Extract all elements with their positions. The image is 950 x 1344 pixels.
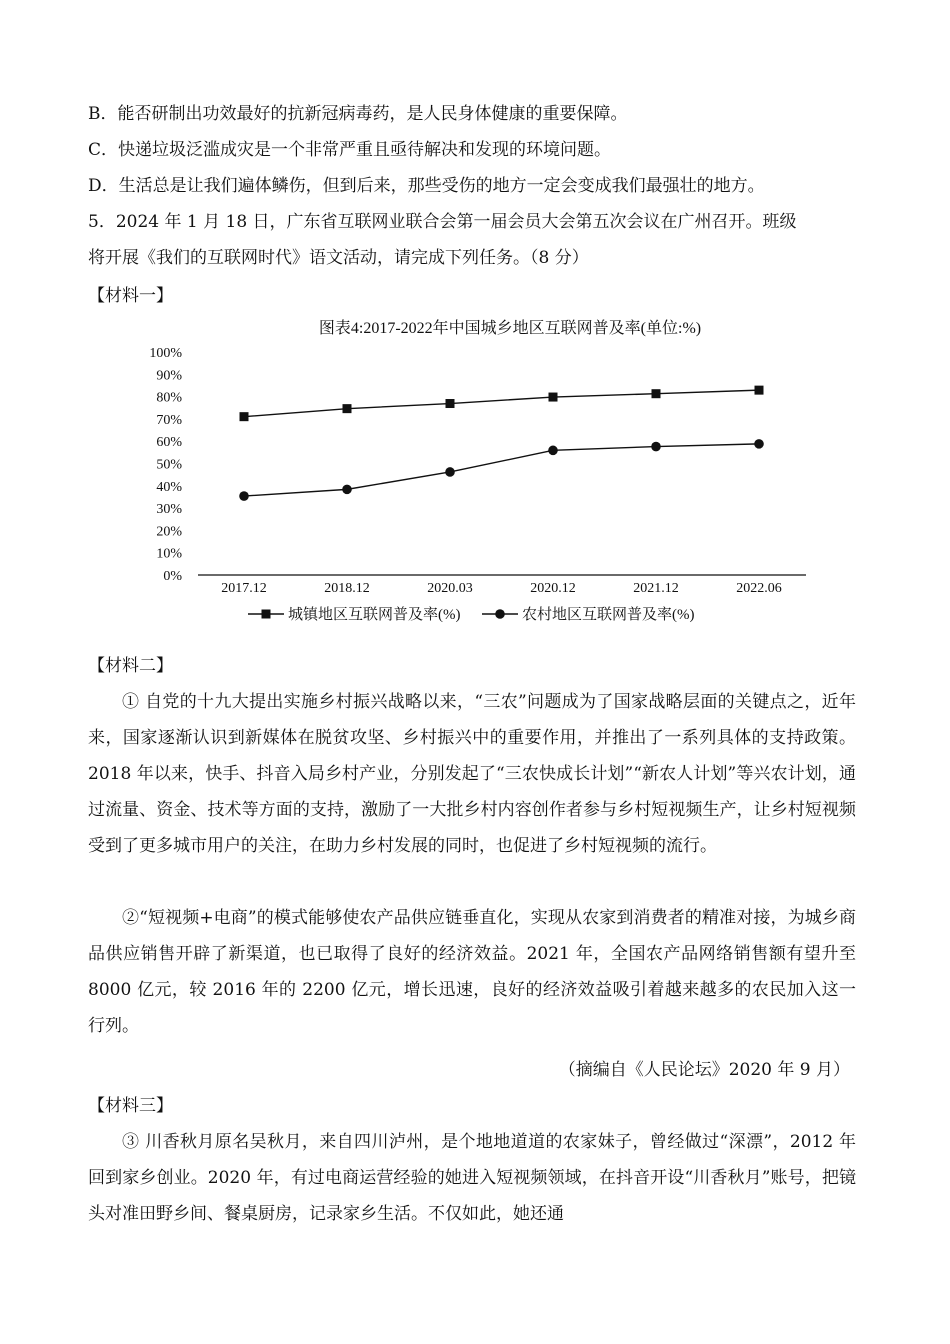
y-tick-label: 80% — [156, 390, 182, 406]
data-point-square — [446, 399, 455, 408]
x-tick-label: 2021.12 — [633, 581, 679, 596]
question-5-line2: 将开展《我们的互联网时代》语文活动，请完成下列任务。（8 分） — [88, 248, 589, 268]
data-point-circle — [445, 467, 455, 477]
material2-paragraph-1: ① 自党的十九大提出实施乡村振兴战略以来，“三农”问题成为了国家战略层面的关键点之，近年来，国家逐渐认识到新媒体在脱贫攻坚、乡村振兴中的重要作用，并推出了一系列具体的支持政策。2018 年以来，快手、抖音入局乡村产业，分别发起了“三农快成长计划”“新农人计划”等兴农计划，通过流量、资金、技术等方面的支持，激励了一大批乡村内容创作者参与乡村短视频生产，让乡村短视频受到了更多城市用户的关注，在助力乡村发展的同时，也促进了乡村短视频的流行。 — [88, 692, 856, 856]
data-point-circle — [342, 485, 352, 495]
y-tick-label: 60% — [156, 435, 182, 451]
x-tick-label: 2017.12 — [221, 581, 267, 596]
y-tick-label: 20% — [156, 524, 182, 540]
x-axis — [221, 581, 782, 596]
material1-heading: 【材料一】 — [88, 286, 173, 306]
y-tick-label: 90% — [156, 368, 182, 384]
internet-penetration-chart — [120, 312, 840, 632]
y-tick-label: 30% — [156, 502, 182, 518]
y-tick-label: 10% — [156, 546, 182, 562]
y-tick-label: 40% — [156, 479, 182, 495]
legend-label: 农村地区互联网普及率(%) — [522, 607, 695, 623]
series-line-1 — [244, 390, 759, 417]
data-point-circle — [651, 442, 661, 452]
legend-circle-marker — [495, 609, 505, 619]
y-tick-label: 100% — [149, 346, 182, 361]
data-point-square — [755, 386, 764, 395]
x-tick-label: 2020.12 — [530, 581, 576, 596]
x-tick-label: 2022.06 — [736, 581, 782, 596]
option-b: B．能否研制出功效最好的抗新冠病毒药，是人民身体健康的重要保障。 — [88, 104, 628, 124]
option-d: D．生活总是让我们遍体鳞伤，但到后来，那些受伤的地方一定会变成我们最强壮的地方。 — [88, 176, 765, 196]
data-point-square — [652, 389, 661, 398]
data-point-circle — [239, 491, 249, 501]
data-point-square — [549, 393, 558, 402]
legend-square-marker — [262, 610, 271, 619]
x-tick-label: 2018.12 — [324, 581, 370, 596]
legend-label: 城镇地区互联网普及率(%) — [288, 607, 461, 623]
y-tick-label: 70% — [156, 412, 182, 428]
question-5-line1: 5．2024 年 1 月 18 日，广东省互联网业联合会第一届会员大会第五次会议在广州召开。班级 — [88, 212, 797, 232]
data-point-square — [343, 404, 352, 413]
material2-paragraph-2: ②“短视频+电商”的模式能够使农产品供应链垂直化，实现从农家到消费者的精准对接，为城乡商品供应销售开辟了新渠道，也已取得了良好的经济效益。2021 年，全国农产品网络销售额有望升至 8000 亿元，较 2016 年的 2200 亿元，增长迅速，良好的经济效益吸引着越来越多的农民加入这一行列。 — [88, 908, 856, 1036]
data-point-circle — [754, 439, 764, 449]
material2-heading: 【材料二】 — [88, 656, 173, 676]
series-group — [239, 386, 764, 501]
series-line-2 — [244, 444, 759, 496]
y-tick-label: 0% — [163, 569, 182, 584]
material3-paragraph-3: ③ 川香秋月原名吴秋月，来自四川泸州，是个地地道道的农家妹子，曾经做过“深漂”，2012 年回到家乡创业。2020 年，有过电商运营经验的她进入短视频领域，在抖音开设“川香秋月”账号，把镜头对准田野乡间、餐桌厨房，记录家乡生活。不仅如此，她还通 — [88, 1132, 856, 1224]
y-tick-label: 50% — [156, 457, 182, 473]
x-tick-label: 2020.03 — [427, 581, 473, 596]
material2-source: （摘编自《人民论坛》2020 年 9 月） — [558, 1060, 850, 1080]
data-point-square — [240, 412, 249, 421]
option-c: C．快递垃圾泛滥成灾是一个非常严重且亟待解决和发现的环境问题。 — [88, 140, 612, 160]
chart-title: 图表4:2017-2022年中国城乡地区互联网普及率(单位:%) — [318, 320, 702, 337]
data-point-circle — [548, 446, 558, 456]
y-axis — [149, 346, 182, 584]
material3-heading: 【材料三】 — [88, 1096, 173, 1116]
legend — [248, 605, 695, 623]
